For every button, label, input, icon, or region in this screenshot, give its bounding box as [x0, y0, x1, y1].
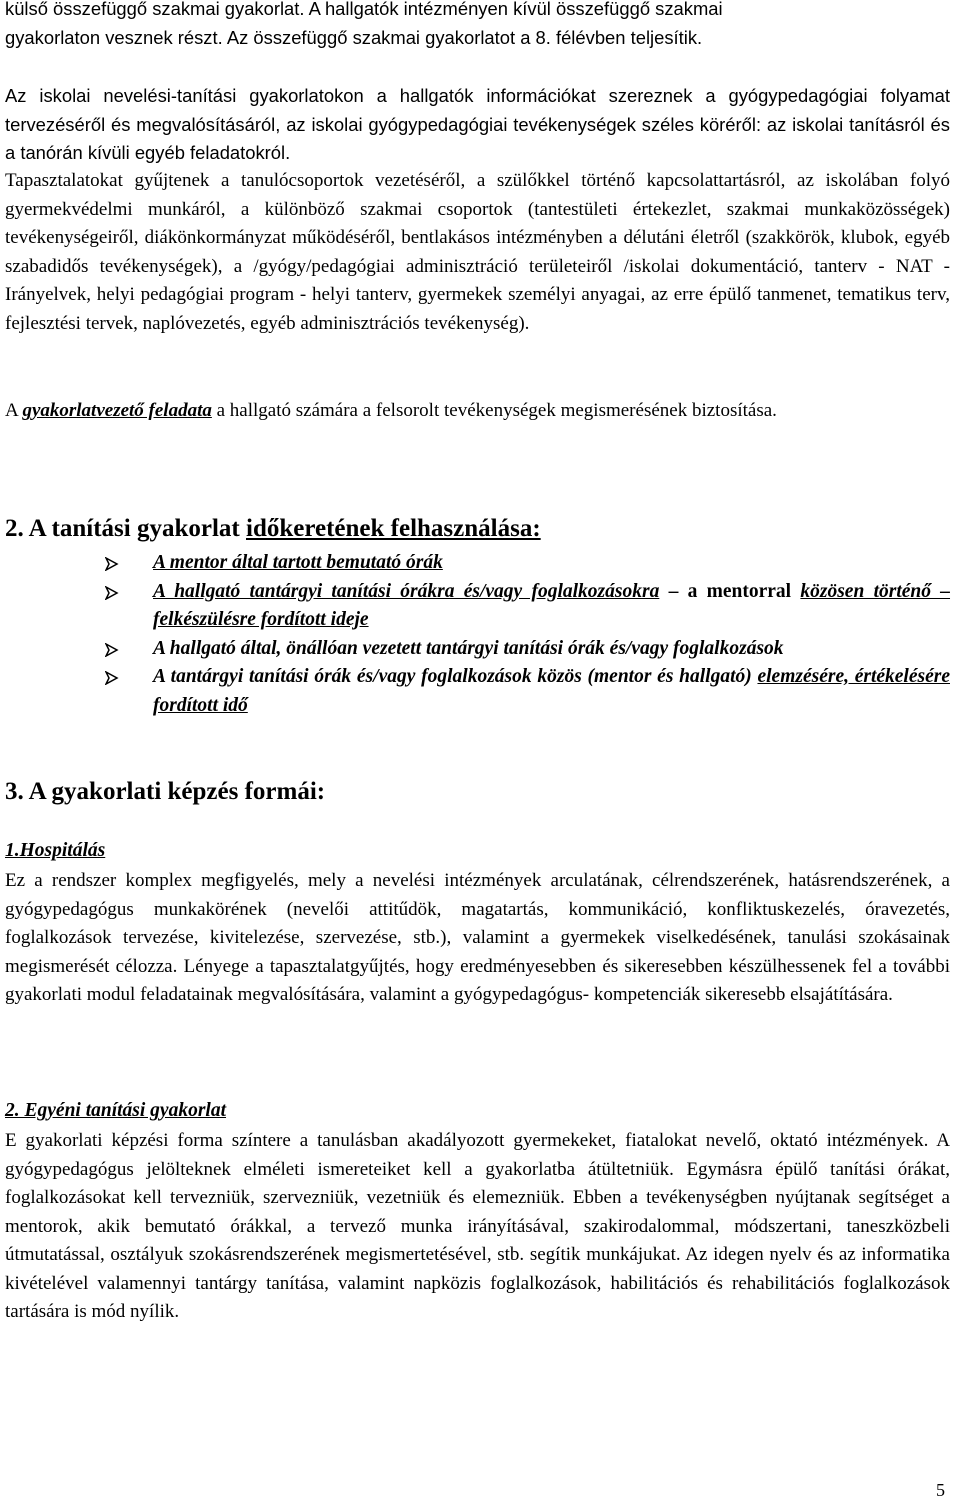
paragraph-experiences: Tapasztalatokat gyűjtenek a tanulócsoportok vezetéséről, a szülőkkel történő kapcsolattartásról, az iskolában folyó gyermekvédelmi munkáról, a különböző szakmai csoportok (tantestületi értekezlet, szakmai munkaközösségek) tevékenységeiről, diákönkormányzat működéséről, bentlakásos intézményben a délutáni életről (szakkörök, klubok, egyéb szabadidős tevékenységek), a /gyógy/pedagógiai adminisztráció területeiről /iskolai dokumentáció, tanterv - NAT - Irányelvek, helyi pedagógiai program - helyi tanterv, gyermekek személyi anyagai, az erre épülő tanmenet, tematikus terv, fejlesztési tervek, naplóvezetés, egyéb adminisztrációs tevékenység). — [5, 170, 950, 334]
subsection-hospitalas-text: Ez a rendszer komplex megfigyelés, mely a nevelési intézmények arculatának, célrendszerének, hatásrendszerének, a gyógypedagógus munkakörének (nevelői attitűdök, magatartás, kommunikáció, konfliktuskezelés, óravezetés, foglalkozások tervezése, kivitelezése, szervezése, stb.), valamint a gyermekek viselkedésének, tanulási szokásainak megismerését célozza. Lényege a tapasztalatgyűjtés, hogy eredményesebben és sikeresebben készülhessenek fel a további gyakorlati modul feladatainak megvalósítására, valamint a gyógypedagógus- kompetenciák sikeresebb elsajátítására. — [5, 870, 950, 1005]
section-3-heading: 3. A gyakorlati képzés formái: — [5, 778, 326, 805]
paragraph-mentor-task: A gyakorlatvezető feladata a hallgató számára a felsorolt tevékenységek megismerésének biztosítása. — [5, 400, 777, 421]
arrow-bullet-icon — [105, 557, 119, 571]
page-number: 5 — [936, 1480, 945, 1500]
subsection-hospitalas-title: 1.Hospitálás — [5, 840, 106, 861]
bullet-item: A hallgató tantárgyi tanítási órákra és/vagy foglalkozásokra – a mentorral közösen történő – felkészülésre fordított ideje — [105, 578, 950, 635]
arrow-bullet-icon — [105, 671, 119, 685]
bullet-item: A hallgató által, önállóan vezetett tantárgyi tanítási órák és/vagy foglalkozások — [105, 635, 950, 664]
section-2-heading: 2. A tanítási gyakorlat időkeretének felhasználása: — [5, 515, 541, 542]
arrow-bullet-icon — [105, 643, 119, 657]
arrow-bullet-icon — [105, 586, 119, 600]
subsection-egyeni-title: 2. Egyéni tanítási gyakorlat — [5, 1100, 227, 1121]
bullet-item: A tantárgyi tanítási órák és/vagy foglalkozások közös (mentor és hallgató) elemzésére, értékelésére fordított idő — [105, 663, 950, 720]
paragraph-practice-info: Az iskolai nevelési-tanítási gyakorlatokon a hallgatók információkat szereznek a gyógypedagógiai folyamat tervezéséről és megvalósításáról, az iskolai gyógypedagógiai tevékenységek széles köréről: az iskolai tanításról és a tanórán kívüli egyéb feladatokról. — [5, 85, 950, 163]
intro-line-1: külső összefüggő szakmai gyakorlat. A hallgatók intézményen kívül összefüggő szakmai — [5, 0, 723, 19]
bullet-item: A mentor által tartott bemutató órák — [105, 549, 950, 578]
intro-line-2: gyakorlaton vesznek részt. Az összefüggő szakmai gyakorlatot a 8. félévben teljesítik. — [5, 26, 703, 48]
intro-paragraph — [5, 0, 950, 52]
mentor-task-emphasis: gyakorlatvezető feladata — [22, 400, 212, 421]
subsection-egyeni-text: E gyakorlati képzési forma színtere a tanulásban akadályozott gyermekeket, fiatalokat nevelő, oktató intézmények. A gyógypedagógus jelölteknek elméleti ismereteiket kell a gyakorlatba átültetniük. Egymásra épülő tanítási órákat, foglalkozásokat kell tervezniük, szervezniük, vezetniük és elemezniük. Ebben a tevékenységben nyújtanak segítséget a mentorok, akik bemutató órákkal, a tervező munka irányításával, szakirodalommal, módszertani, taneszközbeli útmutatással, osztályuk szokásrendszerének megismertetésével, stb. segítik munkájukat. Az idegen nyelv és az informatika kivételével valamennyi tantárgy tanítása, valamint napközis foglalkozások, habilitációs és rehabilitációs foglalkozások tartására is mód nyílik. — [5, 1130, 950, 1322]
section-2-bullet-list — [105, 549, 950, 720]
